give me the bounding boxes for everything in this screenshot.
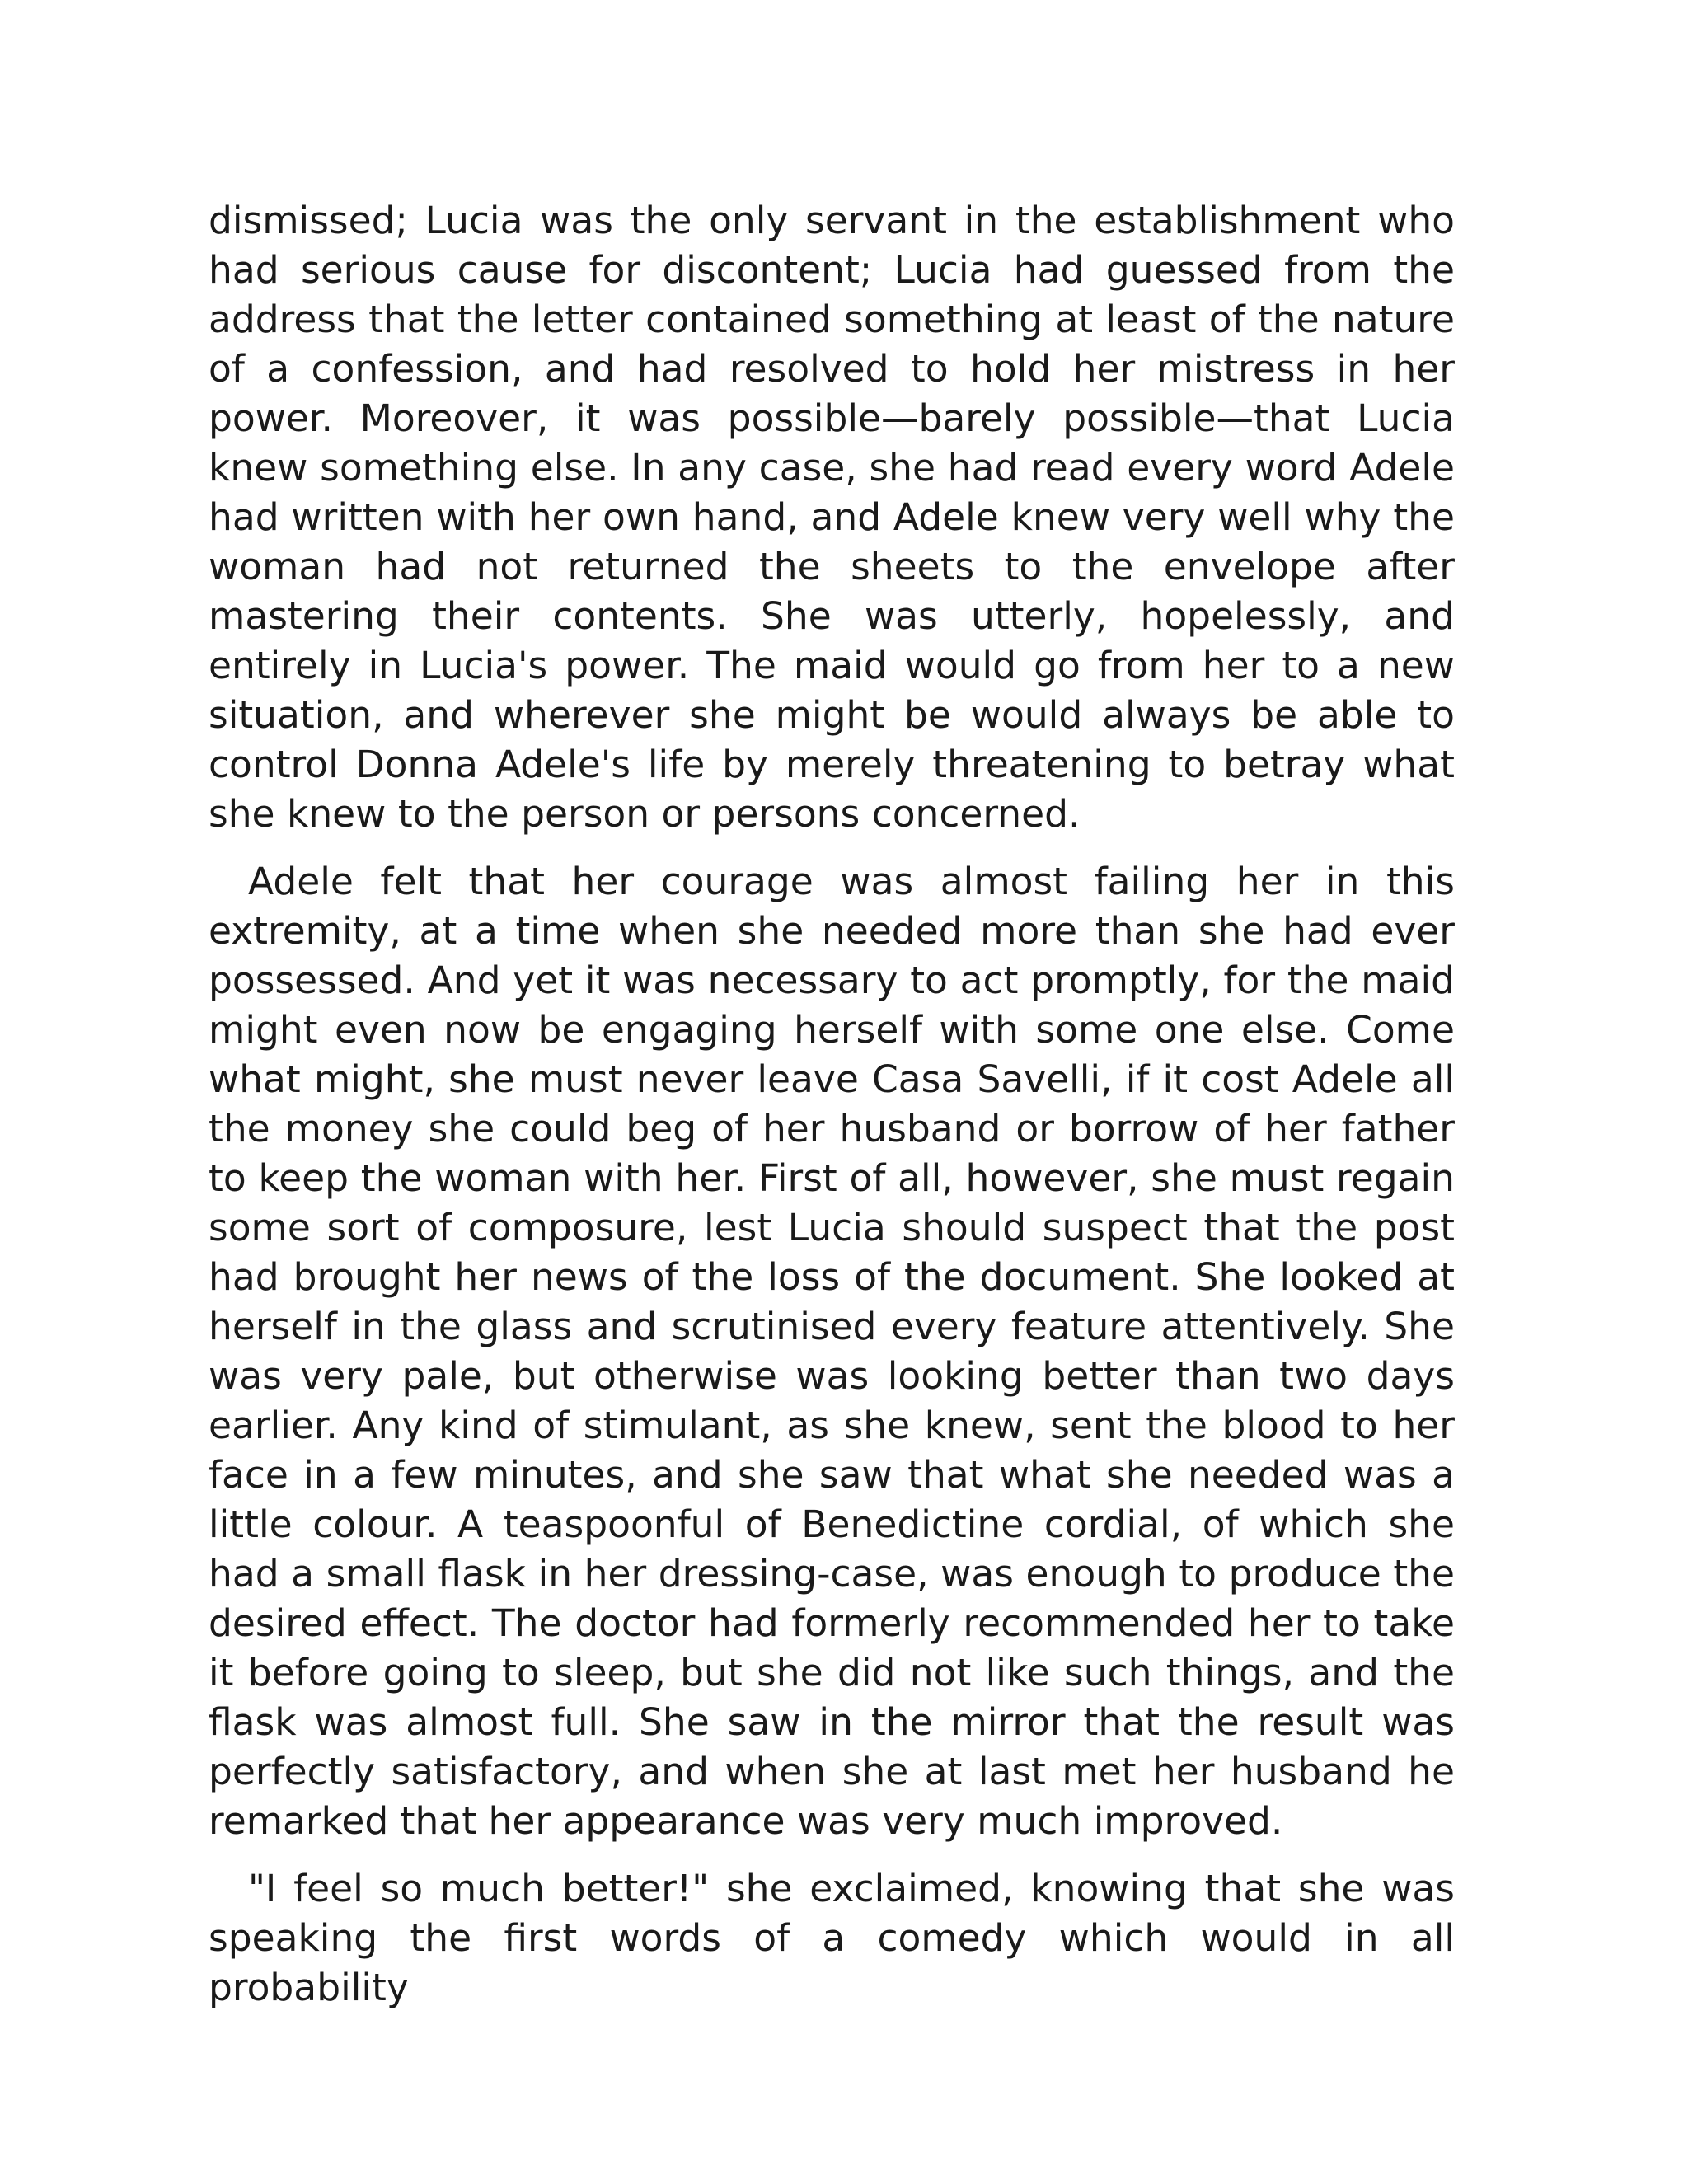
- page-body: [209, 196, 1455, 2031]
- paragraph-2: Adele felt that her courage was almost failing her in this extremity, at a time when she needed more than she had ever possessed. And yet it was necessary to act promptly, for the maid might even now be engaging herself with some one else. Come what might, she must never leave Casa Savelli, if it cost Adele all the money she could beg of her husband or borrow of her father to keep the woman with her. First of all, however, she must regain some sort of composure, lest Lucia should suspect that the post had brought her news of the loss of the document. She looked at herself in the glass and scrutinised every feature attentively. She was very pale, but otherwise was looking better than two days earlier. Any kind of stimulant, as she knew, sent the blood to her face in a few minutes, and she saw that what she needed was a little colour. A teaspoonful of Benedictine cordial, of which she had a small flask in her dressing-case, was enough to produce the desired effect. The doctor had formerly recommended her to take it before going to sleep, but she did not like such things, and the flask was almost full. She saw in the mirror that the result was perfectly satisfactory, and when she at last met her husband he remarked that her appearance was very much improved.: [209, 860, 1455, 1843]
- paragraph-1: dismissed; Lucia was the only servant in the establishment who had serious cause for discontent; Lucia had guessed from the address that the letter contained something at least of the nature of a confession, and had resolved to hold her mistress in her power. Moreover, it was possible—barely possible—that Lucia knew something else. In any case, she had read every word Adele had written with her own hand, and Adele knew very well why the woman had not returned the sheets to the envelope after mastering their contents. She was utterly, hopelessly, and entirely in Lucia's power. The maid would go from her to a new situation, and wherever she might be would always be able to control Donna Adele's life by merely threatening to betray what she knew to the person or persons concerned.: [209, 199, 1455, 836]
- paragraph-3: "I feel so much better!" she exclaimed, knowing that she was speaking the first words of a comedy which would in all probability: [209, 1867, 1455, 2009]
